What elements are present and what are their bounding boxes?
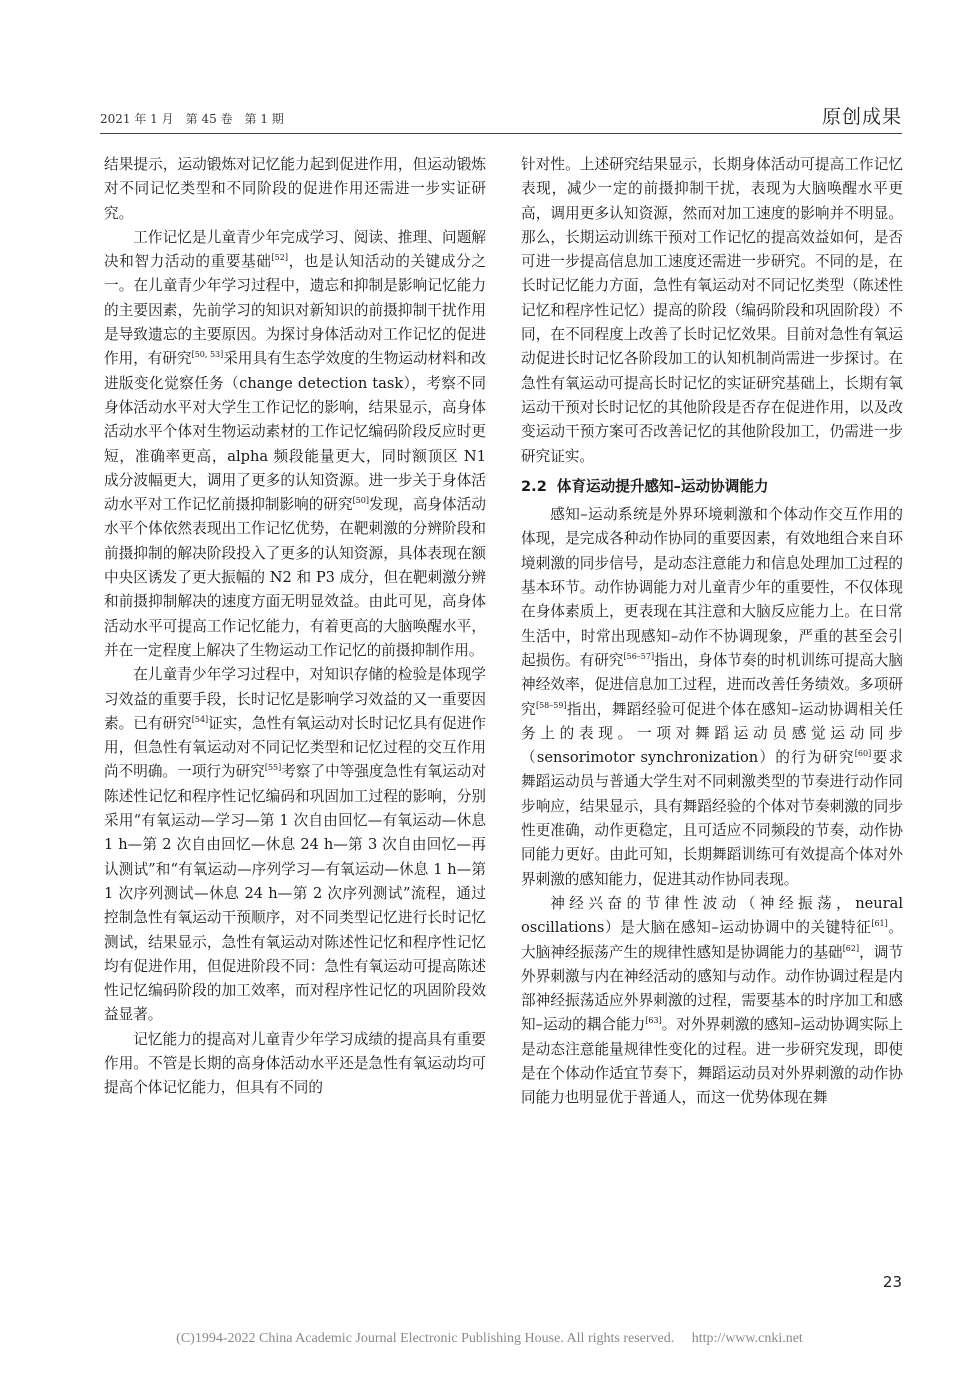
citation-ref: [52] — [271, 253, 288, 263]
text-run: 发现，高身体活动水平个体依然表现出工作记忆优势，在靶刺激的分辨阶段和前摄抑制的解决阶段投入了更多的认知资源，具体表现在额中央区诱发了更大振幅的 N2 和 P3 成分，但在靶刺激分辨和前摄抑制解决的速度方面无明显效益。由此可见，高身体活动水平可提高工作记忆能力，有着更高的大脑唤醒水平，并在一定程度上解决了生物运动工作记忆的前摄抑制作用。 — [104, 496, 486, 659]
paragraph — [521, 892, 903, 1111]
section-title: 体育运动提升感知–运动协调能力 — [556, 477, 769, 495]
citation-ref: [63] — [645, 1016, 662, 1026]
right-column-top — [521, 153, 903, 469]
citation-ref: [62] — [842, 943, 860, 953]
text-run: 神经兴奋的节律性波动（神经振荡，neural oscillations）是大脑在感知–运动协调中的关键特征 — [521, 894, 903, 937]
section-number: 2.2 — [521, 477, 547, 495]
text-run: 。大脑神经振荡产生的规律性感知是协调能力的基础 — [521, 919, 903, 961]
paragraph — [521, 503, 903, 892]
section-heading — [521, 475, 903, 499]
text-run: 采用具有生态学效度的生物运动材料和改进版变化觉察任务（change detection task），考察不同身体活动水平对大学生工作记忆的影响，结果显示，高身体活动水平个体对生物运动素材的工作记忆编码阶段反应时更短，准确率更高，alpha 频段能量更大，同时额顶区 N1 成分波幅更大，调用了更多的认知资源。进一步关于身体活动水平对工作记忆前摄抑制影响的研究 — [104, 350, 486, 514]
page-number: 23 — [882, 1273, 902, 1291]
text-run: 指出，舞蹈经验可促进个体在感知–运动协调相关任务上的表现。一项对舞蹈运动员感觉运动同步（sensorimotor synchronization）的行为研究 — [521, 700, 903, 767]
text-run: 记忆能力的提高对儿童青少年学习成绩的提高具有重要作用。不管是长期的高身体活动水平还是急性有氧运动均可提高个体记忆能力，但具有不同的 — [104, 1030, 486, 1097]
copyright-footer: (C)1994-2022 China Academic Journal Electronic Publishing House. All rights reserved. http://www.cnki.net — [176, 1331, 803, 1346]
text-run: 结果提示，运动锻炼对记忆能力起到促进作用，但运动锻炼对不同记忆类型和不同阶段的促进作用还需进一步实证研究。 — [104, 156, 486, 222]
paragraph — [104, 663, 486, 1027]
issue-info: 2021 年 1 月 第 45 卷 第 1 期 — [100, 112, 284, 126]
citation-ref: [58–59] — [535, 700, 567, 710]
citation-ref: [56–57] — [623, 651, 655, 661]
text-run: 感知–运动系统是外界环境刺激和个体动作交互作用的体现，是完成各种动作协同的重要因素，有效地组合来自环境刺激的同步信号，是动态注意能力和信息处理加工过程的基本环节。动作协调能力对儿童青少年的重要性，不仅体现在身体素质上，更表现在其注意和大脑反应能力上。在日常生活中，时常出现感知–动作不协调现象，严重的甚至会引起损伤。有研究 — [521, 506, 903, 669]
citation-ref: [55] — [264, 763, 282, 773]
right-column-bottom — [521, 503, 903, 1110]
text-run: 工作记忆是儿童青少年完成学习、阅读、推理、问题解决和智力活动的重要基础 — [104, 228, 486, 271]
citation-ref: [60] — [854, 749, 872, 759]
text-run: 针对性。上述研究结果显示，长期身体活动可提高工作记忆表现，减少一定的前摄抑制干扰，表现为大脑唤醒水平更高，调用更多认知资源，然而对加工速度的影响并不明显。那么，长期运动训练干预对工作记忆的提高效益如何，是否可进一步提高信息加工速度还需进一步研究。不同的是，在长时记忆能力方面，急性有氧运动对不同记忆类型（陈述性记忆和程序性记忆）提高的阶段（编码阶段和巩固阶段）不同，在不同程度上改善了长时记忆效果。目前对急性有氧运动促进长时记忆各阶段加工的认知机制尚需进一步探讨。在急性有氧运动可提高长时记忆的实证研究基础上，长期有氧运动干预对长时记忆的其他阶段是否存在促进作用，以及改变运动干预方案可否改善记忆的其他阶段加工，仍需进一步研究证实。 — [521, 156, 903, 465]
left-column — [104, 153, 486, 1101]
text-run: 。对外界刺激的感知–运动协调实际上是动态注意能量规律性变化的过程。进一步研究发现，即使是在个体动作适宜节奏下，舞蹈运动员对外界刺激的动作协同能力也明显优于普通人，而这一优势体现在舞 — [521, 1016, 903, 1107]
paragraph — [104, 153, 486, 226]
text-run: 在儿童青少年学习过程中，对知识存储的检验是体现学习效益的重要手段，长时记忆是影响学习效益的又一重要因素。已有研究 — [104, 666, 486, 732]
text-run: ，调节外界刺激与内在神经活动的感知与动作。动作协调过程是内部神经振荡适应外界刺激的过程，需要基本的时序加工和感知–运动的耦合能力 — [521, 943, 903, 1034]
text-run: 证实，急性有氧运动对长时记忆具有促进作用，但急性有氧运动对不同记忆类型和记忆过程的交互作用尚不明确。一项行为研究 — [104, 714, 486, 781]
right-column — [521, 153, 903, 1111]
section-label: 原创成果 — [821, 106, 902, 128]
text-run: 要求舞蹈运动员与普通大学生对不同刺激类型的节奏进行动作同步响应，结果显示，具有舞蹈经验的个体对节奏刺激的同步性更准确，动作更稳定，且可适应不同频段的节奏，动作协同能力更好。由此可知，长期舞蹈训练可有效提高个体对外界刺激的感知能力，促进其动作协同表现。 — [521, 749, 903, 888]
text-run: 考察了中等强度急性有氧运动对陈述性记忆和程序性记忆编码和巩固加工过程的影响，分别采用“有氧运动—学习—第 1 次自由回忆—有氧运动—休息 1 h—第 2 次自由回忆—休息 24 h—第 3 次自由回忆—再认测试”和“有氧运动—序列学习—有氧运动—休息 1 h—第 1 次序列测试—休息 24 h—第 2 次序列测试”流程，通过控制急性有氧运动干预顺序，对不同类型记忆进行长时记忆测试，结果显示，急性有氧运动对陈述性记忆和程序性记忆均有促进作用，但促进阶段不同：急性有氧运动可提高陈述性记忆编码阶段的加工效率，而对程序性记忆的巩固阶段效益显著。 — [104, 763, 486, 1024]
paragraph — [104, 226, 486, 663]
text-run: 指出，身体节奏的时机训练可提高大脑神经效率，促进信息加工过程，进而改善任务绩效。多项研究 — [521, 651, 903, 718]
citation-ref: [50, 53] — [191, 350, 224, 360]
citation-ref: [54] — [191, 714, 209, 724]
running-header — [100, 103, 902, 134]
citation-ref: [50] — [352, 496, 369, 506]
paragraph — [521, 153, 903, 469]
paragraph — [104, 1028, 486, 1101]
citation-ref: [61] — [871, 919, 888, 929]
text-run: ，也是认知活动的关键成分之一。在儿童青少年学习过程中，遗忘和抑制是影响记忆能力的主要因素，先前学习的知识对新知识的前摄抑制干扰作用是导致遗忘的主要原因。为探讨身体活动对工作记忆的促进作用，有研究 — [104, 253, 486, 368]
